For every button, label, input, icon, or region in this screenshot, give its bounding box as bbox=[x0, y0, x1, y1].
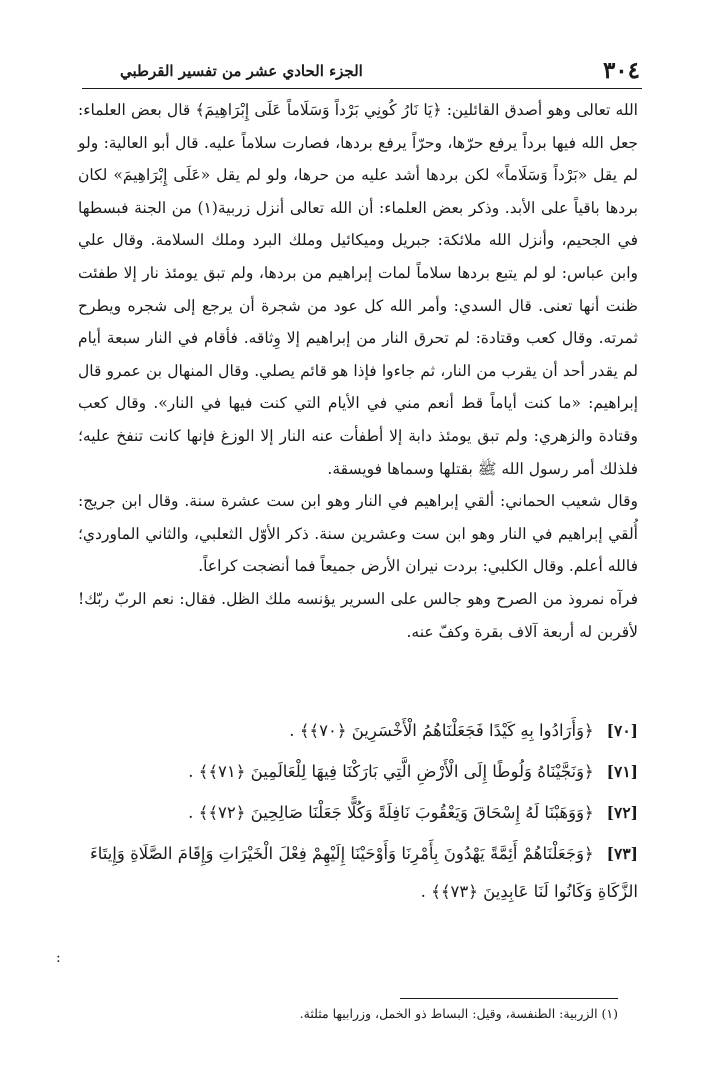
verse-number: [٧٢] bbox=[606, 803, 638, 822]
verse-number: [٧٠] bbox=[606, 721, 638, 740]
verse-71 bbox=[78, 753, 638, 791]
header-rule bbox=[82, 88, 642, 89]
running-title: الجزء الحادي عشر من تفسير القرطبي bbox=[120, 62, 363, 80]
page-header bbox=[92, 58, 640, 84]
paragraph: فرآه نمروذ من الصرح وهو جالس على السرير يؤنسه ملك الظل. فقال: نعم الربّ ربّك! لأقربن له أربعة آلاف بقرة وكفّ عنه. bbox=[78, 589, 638, 641]
verse-text: ﴿وَوَهَبْنَا لَهُ إِسْحَاقَ وَيَعْقُوبَ نَافِلَةً وَكُلًّا جَعَلْنَا صَالِحِينَ ﴿٧٢﴾﴾ . bbox=[188, 803, 594, 822]
verse-70 bbox=[78, 712, 638, 750]
verse-text: ﴿وَجَعَلْنَاهُمْ أَئِمَّةً يَهْدُونَ بِأَمْرِنَا وَأَوْحَيْنَا إِلَيْهِمْ فِعْلَ الْخَيْرَاتِ وَإِقَامَ الصَّلَاةِ وَإِيتَاءَ الزَّكَاةِ وَكَانُوا لَنَا عَابِدِينَ ﴿٧٣﴾﴾ . bbox=[89, 844, 638, 901]
commentary-text bbox=[78, 94, 638, 648]
paragraph: الله تعالى وهو أصدق القائلين: ﴿يَا نَارُ كُونِي بَرْداً وَسَلَاماً عَلَى إِبْرَاهِيمَ﴾ قال بعض العلماء: جعل الله فيها برداً يرفع حرّها، وحرّاً يرفع بردها، فصارت سلاماً عليه. قال أبو العالية: ولو لم يقل «بَرْداً وَسَلَاماً» لكن بردها أشد عليه من حرها، ولو لم يقل «عَلَى إِبْرَاهِيمَ» لكان بردها باقياً على الأبد. وذكر بعض العلماء: أن الله تعالى أنزل زربية(١) من الجنة فبسطها في الجحيم، وأنزل الله ملائكة: جبريل وميكائيل وملك البرد وملك السلامة. وقال علي وابن عباس: لو لم يتبع بردها سلاماً لمات إبراهيم من بردها، ولم تبق يومئذ نار إلا طفئت ظنت أنها تعنى. قال السدي: وأمر الله كل عود من شجرة أن يرجع إلى شجره ويطرح ثمرته. وقال كعب وقتادة: لم تحرق النار من إبراهيم إلا وِثاقه. فأقام في النار سبعة أيام لم يقدر أحد أن يقرب من النار، ثم جاءوا فإذا هو قائم يصلي. وقال المنهال بن عمرو قال إبراهيم: «ما كنت أياماً قط أنعم مني في الأيام التي كنت فيها في النار». وقال كعب وقتادة والزهري: ولم تبق يومئذ دابة إلا أطفأت عنه النار إلا الوزغ فإنها كانت تنفخ عليه؛ فلذلك أمر رسول الله ﷺ بقتلها وسماها فويسقة. bbox=[78, 101, 639, 478]
quran-verses bbox=[78, 712, 638, 914]
page-number: ٣٠٤ bbox=[602, 57, 640, 84]
footnote-rule bbox=[400, 998, 618, 999]
verse-text: ﴿وَأَرَادُوا بِهِ كَيْدًا فَجَعَلْنَاهُمُ الْأَخْسَرِينَ ﴿٧٠﴾﴾ . bbox=[289, 721, 594, 740]
verse-number: [٧٣] bbox=[606, 844, 638, 863]
verse-72 bbox=[78, 794, 638, 832]
verse-text: ﴿وَنَجَّيْنَاهُ وَلُوطًا إِلَى الْأَرْضِ الَّتِي بَارَكْنَا فِيهَا لِلْعَالَمِينَ ﴿٧١﴾﴾ . bbox=[188, 762, 594, 781]
verse-73 bbox=[78, 835, 638, 911]
margin-mark: : bbox=[56, 950, 61, 966]
paragraph: وقال شعيب الحماني: ألقي إبراهيم في النار وهو ابن ست عشرة سنة. وقال ابن جريج: أُلقي إبراهيم في النار وهو ابن ست وعشرين سنة. ذكر الأوّل الثعلبي، والثاني الماوردي؛ فالله أعلم. وقال الكلبي: بردت نيران الأرض جميعاً فما أنضجت كراعاً. bbox=[78, 492, 638, 576]
footnote: (١) الزربية: الطنفسة، وقيل: البساط ذو الخمل، وزرابيها مثلثة. bbox=[299, 1006, 618, 1021]
verse-number: [٧١] bbox=[606, 762, 638, 781]
